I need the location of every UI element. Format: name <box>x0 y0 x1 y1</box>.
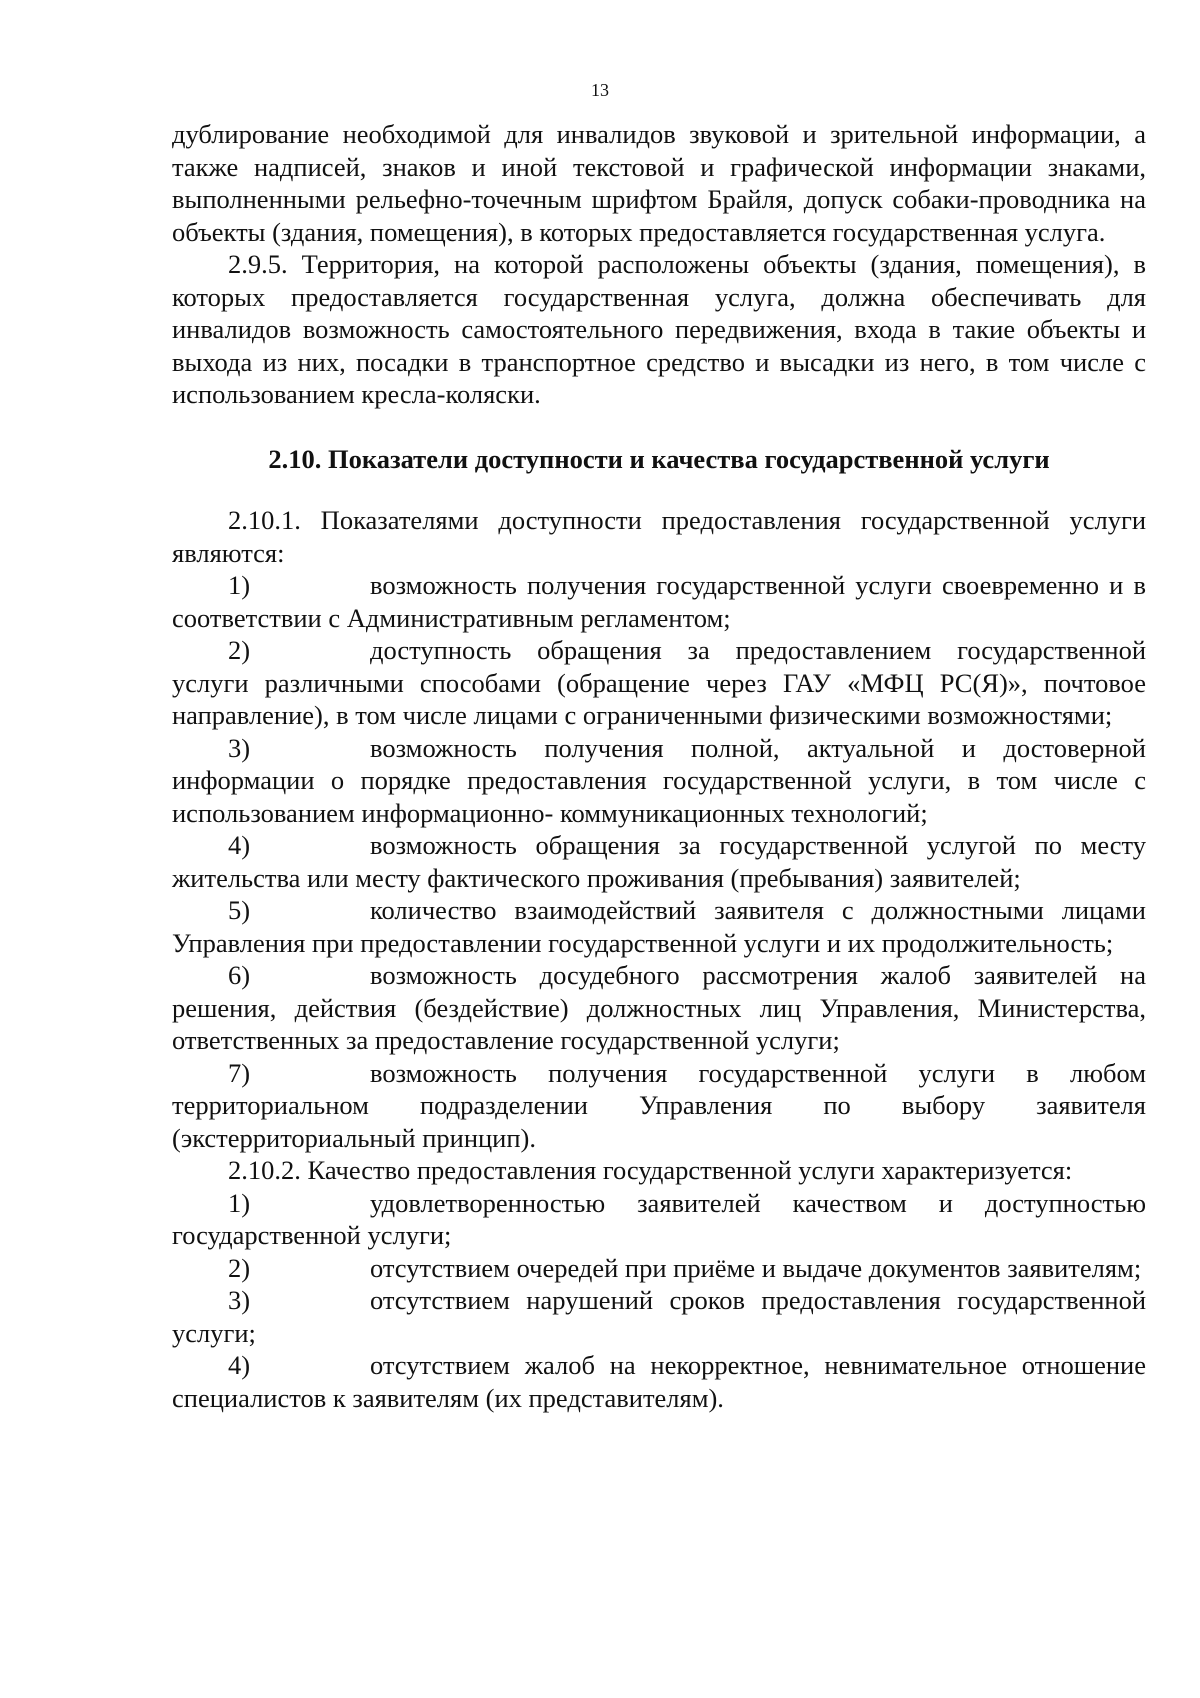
list-item <box>172 829 1146 894</box>
list-item <box>172 634 1146 732</box>
list-item <box>172 1252 1146 1285</box>
list-item-number: 1) <box>228 570 251 600</box>
list-item-text: количество взаимодействий заявителя с должностными лицами Управления при предоставлении государственной услуги и их продолжительность; <box>172 895 1146 958</box>
list-item-number: 6) <box>228 960 251 990</box>
list-item-number: 2) <box>228 635 251 665</box>
list-item <box>172 1349 1146 1414</box>
list-item-text: отсутствием жалоб на некорректное, невнимательное отношение специалистов к заявителям (их представителям). <box>172 1350 1146 1413</box>
list-item <box>172 732 1146 830</box>
list-item <box>172 1057 1146 1155</box>
paragraph-2-9-5: 2.9.5. Территория, на которой расположены объекты (здания, помещения), в которых предоставляется государственная услуга, должна обеспечивать для инвалидов возможность самостоятельного передвижения, входа в такие объекты и выхода из них, посадки в транспортное средство и высадки из него, в том числе с использованием кресла-коляски. <box>172 249 1146 409</box>
document-body <box>172 118 1146 1414</box>
page-number: 13 <box>591 80 609 100</box>
list-item-number: 2) <box>228 1252 251 1283</box>
list-item-number: 4) <box>228 830 251 860</box>
list-item <box>172 569 1146 634</box>
section-heading: 2.10. Показатели доступности и качества государственной услуги <box>268 443 1050 474</box>
list-item <box>172 959 1146 1057</box>
list-item-text: отсутствием очередей при приёме и выдаче документов заявителям; <box>370 1252 1142 1283</box>
list-item-text: возможность обращения за государственной услугой по месту жительства или месту фактического проживания (пребывания) заявителей; <box>172 830 1146 893</box>
list-item-text: возможность получения полной, актуальной и достоверной информации о порядке предоставления государственной услуги, в том числе с использованием информационно- коммуникационных технологий; <box>172 732 1146 828</box>
paragraph-2-10-1: 2.10.1. Показателями доступности предоставления государственной услуги являются: <box>172 505 1146 568</box>
list-item-number: 3) <box>228 1285 251 1315</box>
paragraph-2-10-2: 2.10.2. Качество предоставления государственной услуги характеризуется: <box>228 1155 1073 1185</box>
list-item-number: 3) <box>228 732 251 763</box>
quality-list <box>172 1187 1146 1415</box>
list-item-text: возможность досудебного рассмотрения жалоб заявителей на решения, действия (бездействие) должностных лиц Управления, Министерства, ответственных за предоставление государственной услуги; <box>172 960 1146 1055</box>
list-item <box>172 1187 1146 1252</box>
intro-paragraph: дублирование необходимой для инвалидов звуковой и зрительной информации, а также надписей, знаков и иной текстовой и графической информации знаками, выполненными рельефно-точечным шрифтом Брайля, допуск собаки-проводника на объекты (здания, помещения), в которых предоставляется государственная услуга. <box>172 119 1146 247</box>
list-item-text: возможность получения государственной услуги своевременно и в соответствии с Административным регламентом; <box>172 570 1146 633</box>
list-item <box>172 1284 1146 1349</box>
list-item-number: 1) <box>228 1187 251 1218</box>
list-item-text: отсутствием нарушений сроков предоставления государственной услуги; <box>172 1285 1146 1348</box>
list-item-number: 4) <box>228 1350 251 1380</box>
list-item-text: возможность получения государственной услуги в любом территориальном подразделении Управления по выбору заявителя (экстерриториальный принцип). <box>172 1057 1146 1153</box>
list-item <box>172 894 1146 959</box>
list-item-number: 5) <box>228 895 251 925</box>
accessibility-list <box>172 569 1146 1154</box>
list-item-text: удовлетворенностью заявителей качеством и доступностью государственной услуги; <box>172 1187 1146 1250</box>
list-item-text: доступность обращения за предоставлением государственной услуги различными способами (обращение через ГАУ «МФЦ РС(Я)», почтовое направление), в том числе лицами с ограниченными физическими возможностями; <box>172 635 1146 730</box>
list-item-number: 7) <box>228 1057 251 1088</box>
